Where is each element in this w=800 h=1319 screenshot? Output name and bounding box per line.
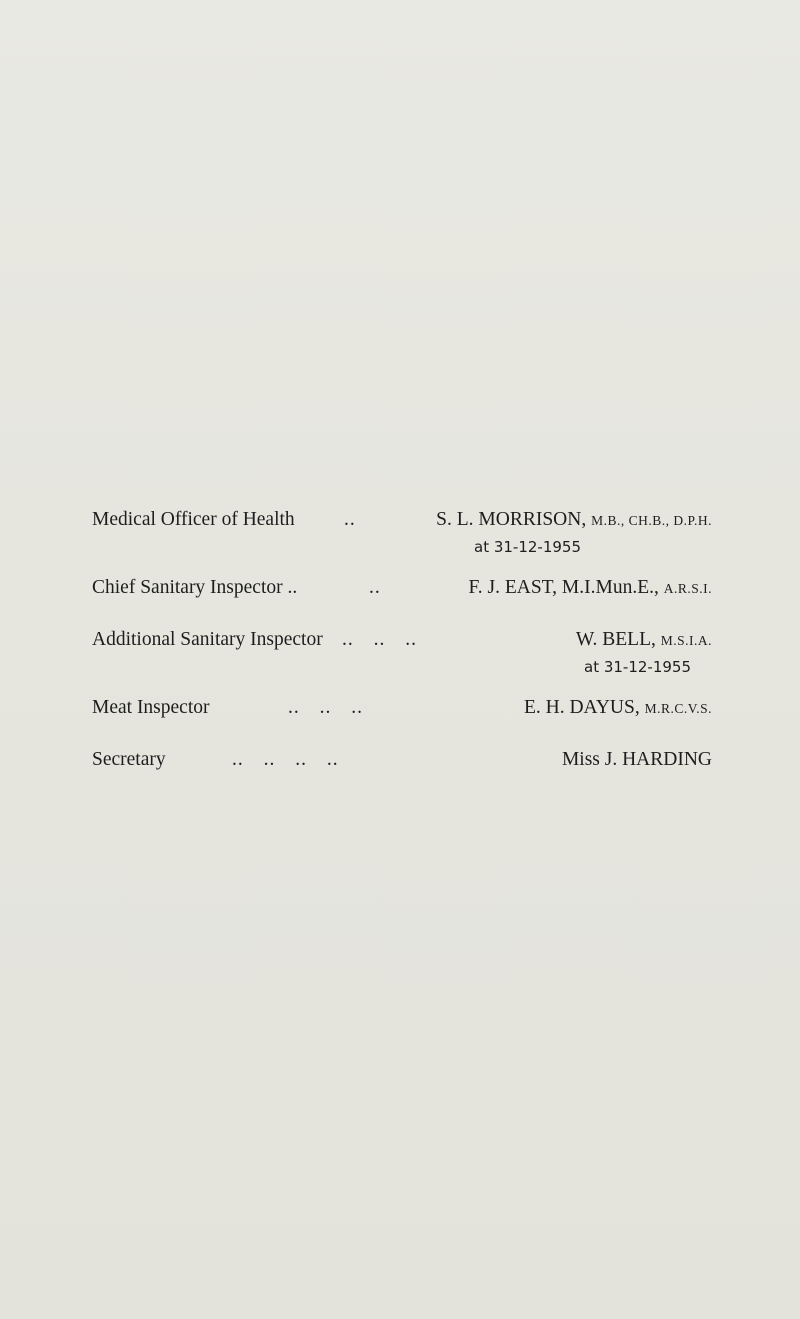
staff-row-medical-officer	[92, 505, 712, 535]
qualifications: M.R.C.V.S.	[644, 701, 712, 716]
date-note	[92, 655, 712, 679]
role-label: Chief Sanitary Inspector ..	[92, 577, 298, 598]
leader-dots: ..	[344, 509, 356, 530]
role-label: Medical Officer of Health	[92, 509, 295, 530]
staff-row-meat-inspector	[92, 693, 712, 723]
staff-list	[92, 505, 712, 775]
name-text: W. BELL,	[575, 629, 656, 650]
qualifications: A.R.S.I.	[663, 581, 712, 596]
leader-dots: .. .. ..	[342, 629, 417, 650]
staff-row-additional-sanitary-inspector	[92, 625, 712, 655]
role-label: Additional Sanitary Inspector	[92, 629, 323, 650]
name-text: F. J. EAST, M.I.Mun.E.,	[468, 577, 659, 598]
qualifications: M.S.I.A.	[660, 633, 712, 648]
date-note-text: at 31-12-1955	[584, 658, 692, 676]
leader-dots: .. .. .. ..	[232, 749, 339, 770]
qualifications: M.B., CH.B., D.P.H.	[591, 513, 712, 528]
name-text: S. L. MORRISON,	[436, 509, 587, 530]
staff-name	[524, 693, 712, 724]
leader-dots: .. .. ..	[288, 697, 363, 718]
date-note	[92, 535, 712, 559]
staff-name	[562, 745, 712, 775]
role-label: Meat Inspector	[92, 697, 210, 718]
staff-name	[468, 573, 712, 604]
date-note-text: at 31-12-1955	[474, 538, 582, 556]
role-label: Secretary	[92, 749, 166, 770]
staff-name	[436, 505, 712, 536]
staff-row-secretary	[92, 745, 712, 775]
name-text: Miss J. HARDING	[561, 749, 712, 770]
leader-dots: ..	[369, 577, 381, 598]
staff-row-chief-sanitary-inspector	[92, 573, 712, 603]
name-text: E. H. DAYUS,	[523, 697, 640, 718]
staff-name	[576, 625, 712, 656]
